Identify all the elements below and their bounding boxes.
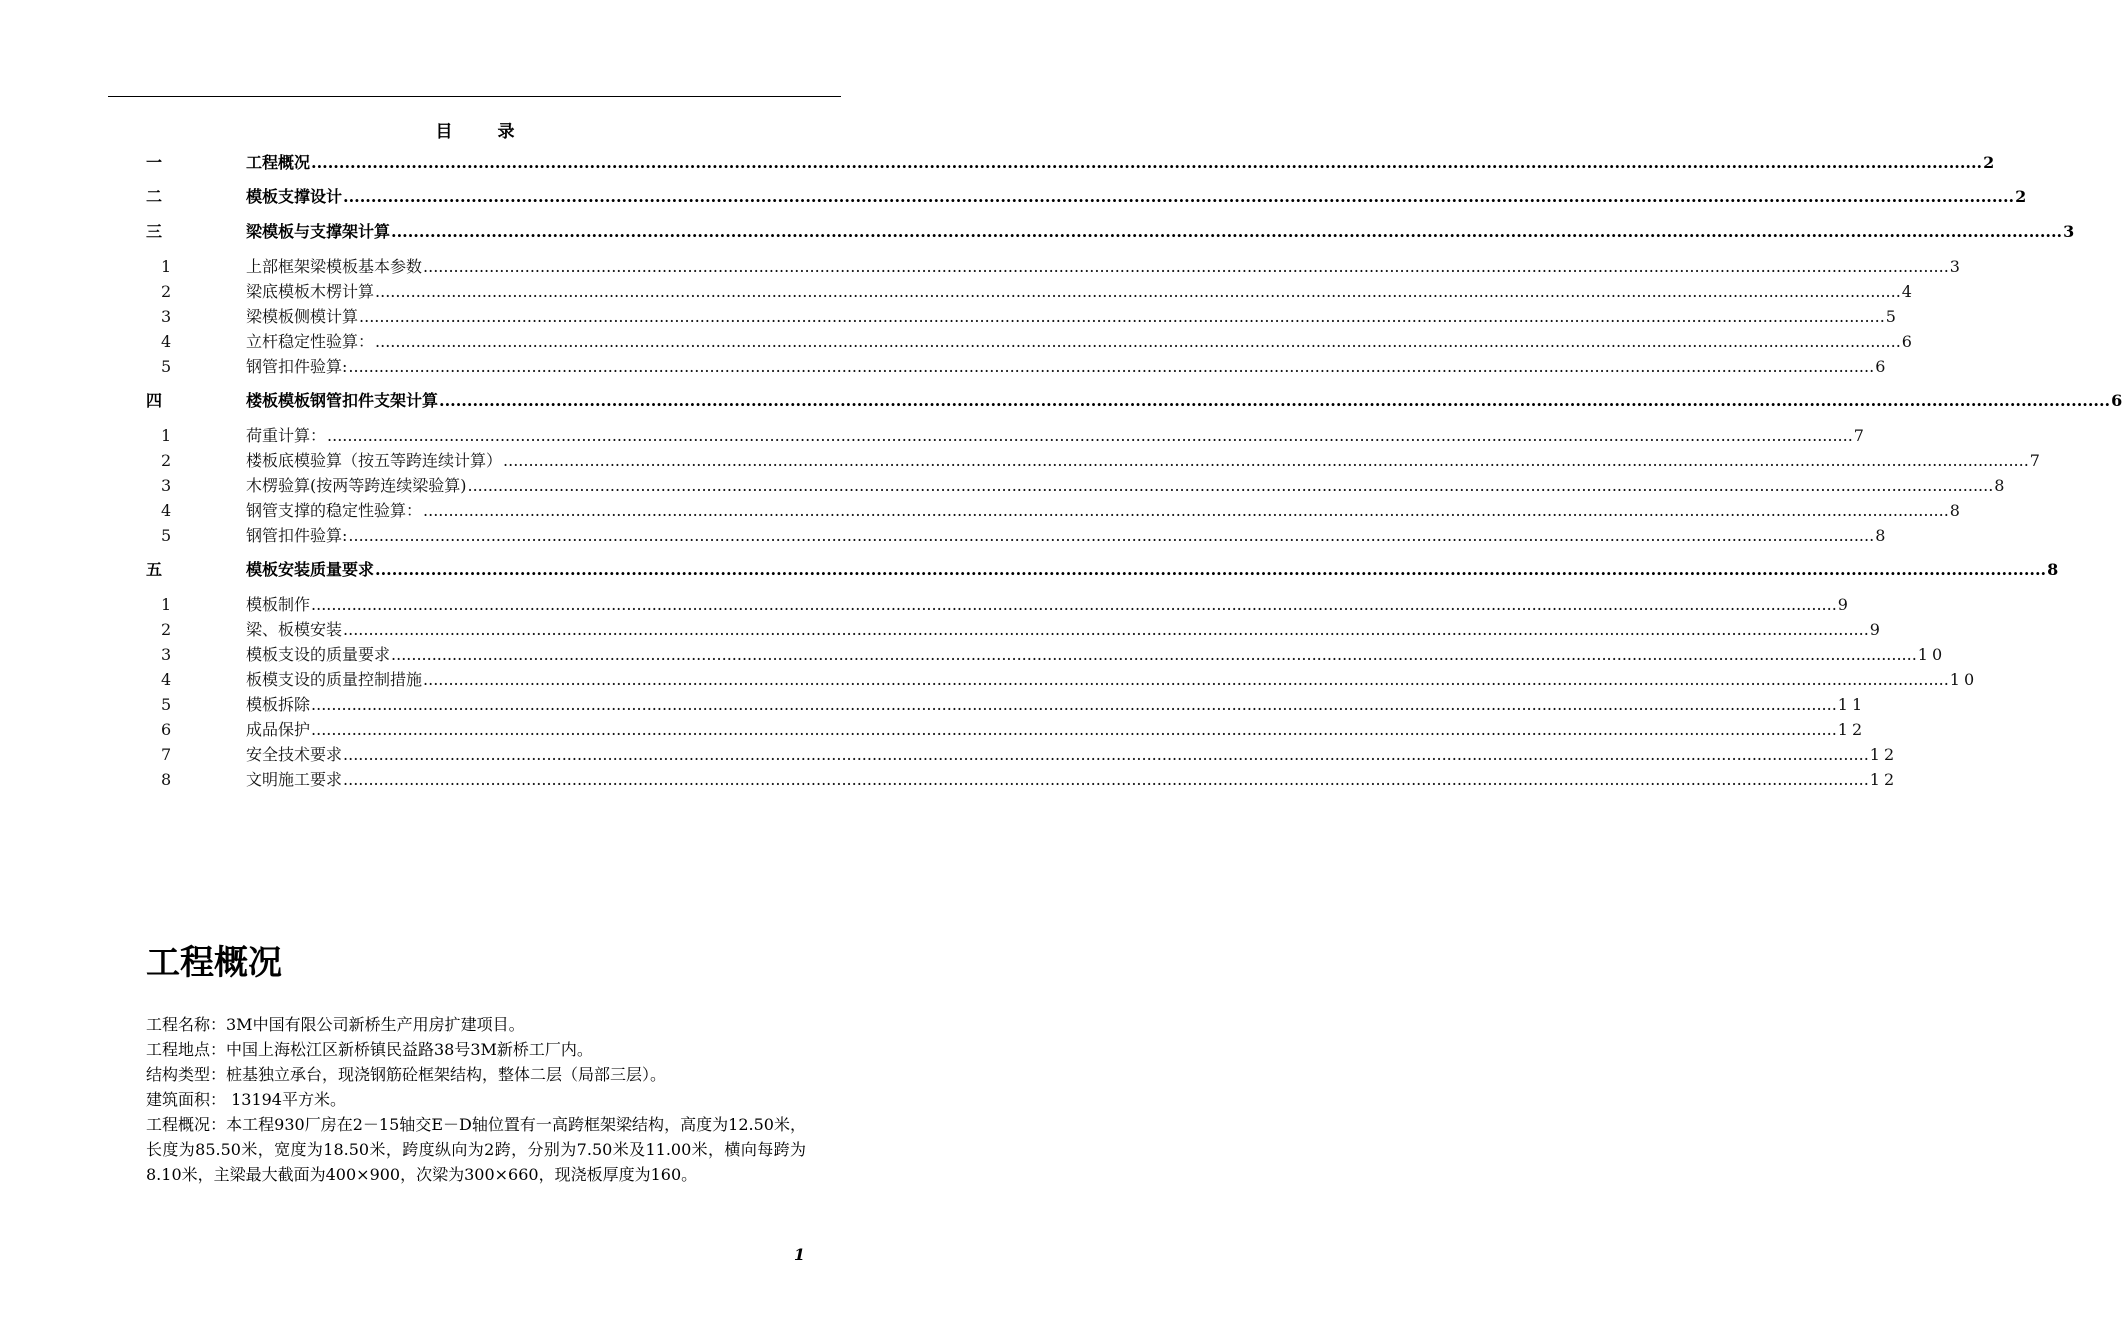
toc-entry-number: 4 <box>161 332 172 351</box>
toc-entry-page: 7 <box>1853 426 1868 445</box>
page-number: 1 <box>793 1245 805 1264</box>
toc-entry[interactable] <box>0 152 1999 174</box>
toc-entry-title: 模板支撑设计 <box>246 187 343 206</box>
toc-entry-number: 三 <box>146 222 163 241</box>
toc-entry-number: 5 <box>161 526 172 545</box>
toc-entry[interactable] <box>0 694 1867 716</box>
toc-leader-dots: ............................................................................................................................................................................................................................................................................................................ <box>391 222 2063 241</box>
toc-entry-page: 12 <box>1837 720 1867 739</box>
toc-leader-dots: ............................................................................................................................................................................................................................................................................................................ <box>375 560 2047 579</box>
project-overview-paragraph: 工程概况：本工程930厂房在2－15轴交E－D轴位置有一高跨框架梁结构，高度为12.50米，长度为85.50米，宽度为18.50米，跨度纵向为2跨，分别为7.50米及11.00米，横向每跨为8.10米，主梁最大截面为400×900，次梁为300×660，现浇板厚度为160。 <box>146 1115 806 1184</box>
toc-entry-page: 9 <box>1869 620 1884 639</box>
section-heading: 工程概况 <box>146 943 282 983</box>
toc-entry-page: 3 <box>2063 222 2079 241</box>
toc-entry-number: 3 <box>161 645 172 664</box>
toc-entry[interactable] <box>0 525 1890 547</box>
toc-entry-title: 模板制作 <box>246 595 311 614</box>
toc-entry-number: 2 <box>161 282 172 301</box>
toc-entry[interactable] <box>0 281 1916 303</box>
toc-entry-title: 楼板底模验算（按五等跨连续计算） <box>246 451 503 470</box>
toc-entry-page: 7 <box>2029 451 2044 470</box>
toc-entry-page: 8 <box>2047 560 2063 579</box>
toc-entry-title: 模板安装质量要求 <box>246 560 375 579</box>
toc-entry-page: 8 <box>1994 476 2009 495</box>
toc-entry-title: 梁、板模安装 <box>246 620 343 639</box>
toc-entry-title: 钢管支撑的稳定性验算： <box>246 501 423 520</box>
toc-entry[interactable] <box>0 475 2009 497</box>
toc-entry-page: 10 <box>1949 670 1979 689</box>
toc-entry-title: 模板支设的质量要求 <box>246 645 391 664</box>
toc-entry-page: 5 <box>1885 307 1900 326</box>
project-name-line: 工程名称：3M中国有限公司新桥生产用房扩建项目。 <box>146 1015 525 1034</box>
toc-entry[interactable] <box>0 450 2044 472</box>
toc-entry-page: 4 <box>1901 282 1916 301</box>
toc-leader-dots: ............................................................................................................................................................................................................................................................................................................ <box>391 645 1917 664</box>
toc-leader-dots: ............................................................................................................................................................................................................................................................................................................ <box>423 501 1949 520</box>
toc-leader-dots: ............................................................................................................................................................................................................................................................................................................ <box>348 526 1875 545</box>
toc-entry[interactable] <box>0 669 1979 691</box>
toc-entry-number: 一 <box>146 153 163 172</box>
project-location-line: 工程地点：中国上海松江区新桥镇民益路38号3M新桥工厂内。 <box>146 1040 593 1059</box>
toc-entry-page: 6 <box>2111 391 2126 410</box>
toc-entry-title: 梁底模板木楞计算 <box>246 282 375 301</box>
toc-leader-dots: ............................................................................................................................................................................................................................................................................................................ <box>375 282 1901 301</box>
toc-leader-dots: ............................................................................................................................................................................................................................................................................................................ <box>311 695 1837 714</box>
toc-entry[interactable] <box>0 744 1899 766</box>
toc-entry[interactable] <box>0 390 2126 412</box>
toc-entry[interactable] <box>0 500 1964 522</box>
toc-entry-page: 2 <box>2015 187 2031 206</box>
toc-entry-title: 楼板模板钢管扣件支架计算 <box>246 391 439 410</box>
toc-leader-dots: ............................................................................................................................................................................................................................................................................................................ <box>467 476 1994 495</box>
toc-entry-page: 2 <box>1983 153 1999 172</box>
toc-entry[interactable] <box>0 256 1964 278</box>
toc-entry-page: 6 <box>1875 357 1890 376</box>
toc-entry-number: 四 <box>146 391 163 410</box>
toc-entry[interactable] <box>0 559 2063 581</box>
toc-entry-title: 荷重计算： <box>246 426 327 445</box>
toc-entry[interactable] <box>0 331 1916 353</box>
toc-entry[interactable] <box>0 594 1852 616</box>
toc-leader-dots: ............................................................................................................................................................................................................................................................................................................ <box>439 391 2111 410</box>
toc-entry-title: 钢管扣件验算: <box>246 357 348 376</box>
toc-entry-title: 梁模板与支撑架计算 <box>246 222 391 241</box>
toc-leader-dots: ............................................................................................................................................................................................................................................................................................................ <box>359 307 1885 326</box>
section-body <box>146 1012 806 1187</box>
toc-entry-title: 立杆稳定性验算： <box>246 332 375 351</box>
toc-entry-page: 12 <box>1869 770 1899 789</box>
toc-entry-title: 梁模板侧模计算 <box>246 307 359 326</box>
toc-entry-page: 8 <box>1949 501 1964 520</box>
toc-entry-number: 1 <box>161 257 172 276</box>
toc-entry-page: 11 <box>1837 695 1867 714</box>
toc-entry-page: 6 <box>1901 332 1916 351</box>
toc-entry-number: 7 <box>161 745 172 764</box>
toc-entry-number: 3 <box>161 476 172 495</box>
toc-entry-number: 3 <box>161 307 172 326</box>
toc-title: 目 录 <box>435 122 529 142</box>
toc-entry[interactable] <box>0 221 2079 243</box>
structure-type-line: 结构类型：桩基独立承台，现浇钢筋砼框架结构，整体二层（局部三层）。 <box>146 1065 667 1084</box>
toc-entry[interactable] <box>0 425 1868 447</box>
toc-leader-dots: ............................................................................................................................................................................................................................................................................................................ <box>423 670 1949 689</box>
toc-entry[interactable] <box>0 306 1900 328</box>
toc-leader-dots: ............................................................................................................................................................................................................................................................................................................ <box>375 332 1901 351</box>
toc-entry-title: 钢管扣件验算: <box>246 526 348 545</box>
toc-entry-number: 1 <box>161 426 172 445</box>
toc-entry[interactable] <box>0 719 1867 741</box>
toc-entry-page: 12 <box>1869 745 1899 764</box>
toc-entry-number: 5 <box>161 357 172 376</box>
toc-leader-dots: ............................................................................................................................................................................................................................................................................................................ <box>503 451 2029 470</box>
building-area-line: 建筑面积： 13194平方米。 <box>146 1090 346 1109</box>
toc-leader-dots: ............................................................................................................................................................................................................................................................................................................ <box>327 426 1853 445</box>
toc-entry[interactable] <box>0 644 1947 666</box>
toc-entry-title: 安全技术要求 <box>246 745 343 764</box>
toc-leader-dots: ............................................................................................................................................................................................................................................................................................................ <box>343 745 1869 764</box>
toc-entry-page: 3 <box>1949 257 1964 276</box>
toc-entry-title: 模板拆除 <box>246 695 311 714</box>
toc-leader-dots: ............................................................................................................................................................................................................................................................................................................ <box>343 187 2015 206</box>
toc-entry-number: 5 <box>161 695 172 714</box>
header-rule <box>108 96 841 97</box>
toc-entry-title: 成品保护 <box>246 720 311 739</box>
toc-entry-number: 4 <box>161 501 172 520</box>
toc-entry-number: 2 <box>161 451 172 470</box>
toc-entry[interactable] <box>0 186 2031 208</box>
toc-entry-title: 木楞验算(按两等跨连续梁验算) <box>246 476 467 495</box>
toc-entry[interactable] <box>0 619 1884 641</box>
toc-entry-number: 五 <box>146 560 163 579</box>
toc-leader-dots: ............................................................................................................................................................................................................................................................................................................ <box>343 770 1869 789</box>
toc-entry-number: 4 <box>161 670 172 689</box>
toc-leader-dots: ............................................................................................................................................................................................................................................................................................................ <box>423 257 1949 276</box>
toc-entry[interactable] <box>0 769 1899 791</box>
toc-entry-page: 8 <box>1875 526 1890 545</box>
toc-leader-dots: ............................................................................................................................................................................................................................................................................................................ <box>348 357 1875 376</box>
toc-entry-number: 8 <box>161 770 172 789</box>
toc-leader-dots: ............................................................................................................................................................................................................................................................................................................ <box>343 620 1869 639</box>
toc-entry-title: 工程概况 <box>246 153 311 172</box>
toc-entry-number: 6 <box>161 720 172 739</box>
toc-entry-page: 9 <box>1837 595 1852 614</box>
toc-entry-title: 板模支设的质量控制措施 <box>246 670 423 689</box>
toc-entry-page: 10 <box>1917 645 1947 664</box>
toc-entry-number: 2 <box>161 620 172 639</box>
toc-entry-title: 上部框架梁模板基本参数 <box>246 257 423 276</box>
toc-leader-dots: ............................................................................................................................................................................................................................................................................................................ <box>311 595 1837 614</box>
toc-entry-title: 文明施工要求 <box>246 770 343 789</box>
toc-entry[interactable] <box>0 356 1890 378</box>
toc-leader-dots: ............................................................................................................................................................................................................................................................................................................ <box>311 720 1837 739</box>
toc-entry-number: 二 <box>146 187 163 206</box>
toc-entry-number: 1 <box>161 595 172 614</box>
toc-leader-dots: ............................................................................................................................................................................................................................................................................................................ <box>311 153 1983 172</box>
